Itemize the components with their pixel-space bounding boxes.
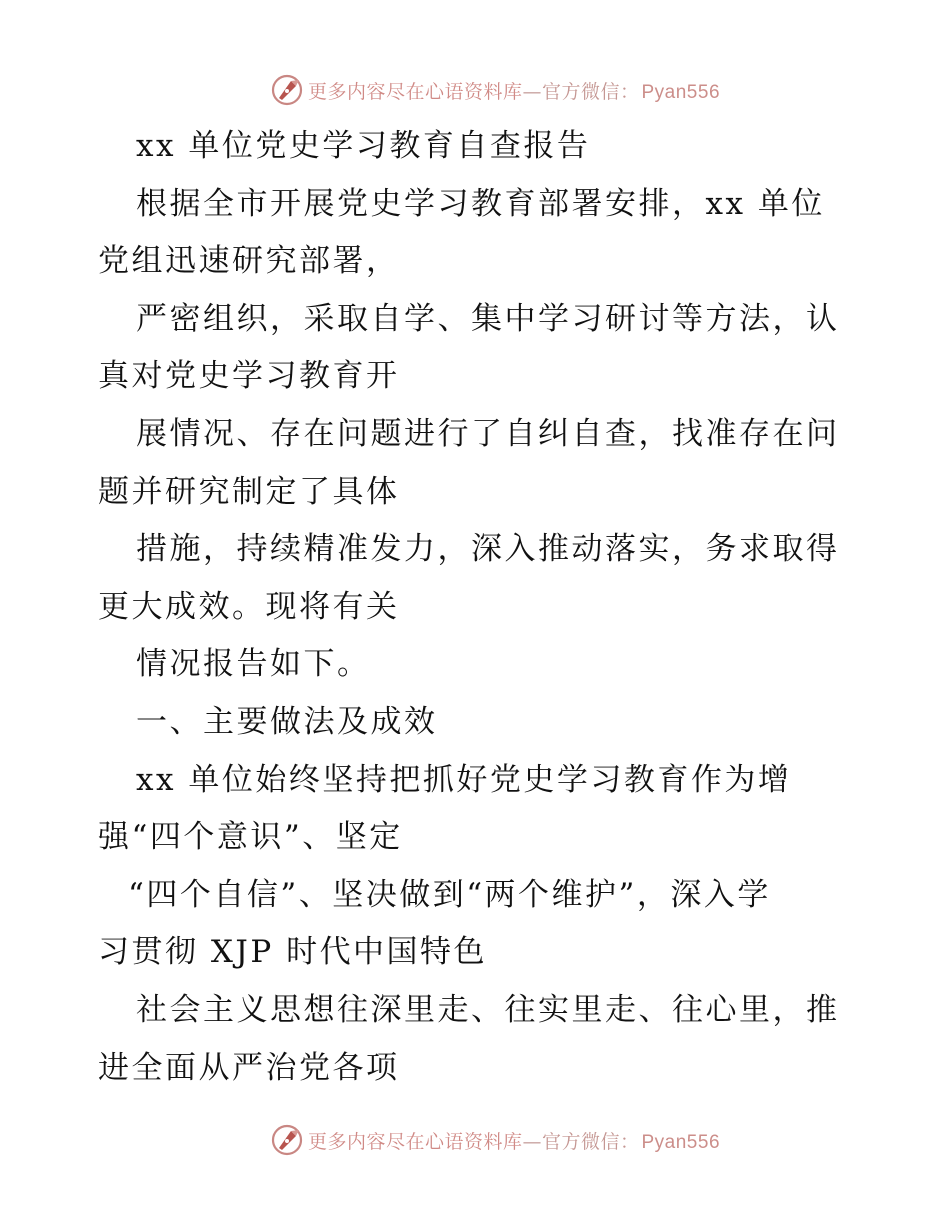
watermark-side: 官方微信：: [541, 80, 640, 103]
watermark-separator: —: [522, 1130, 542, 1153]
watermark-separator: —: [522, 80, 542, 103]
header-watermark: [0, 68, 950, 112]
watermark-text: [308, 1127, 720, 1154]
watermark-main: 更多内容尽在心语资料库: [307, 80, 523, 103]
paragraph-line: xx 单位始终坚持把抓好党史学习教育作为增: [136, 761, 792, 798]
watermark-account: Pyan556: [641, 81, 721, 103]
watermark-text: [308, 77, 720, 104]
watermark-account: Pyan556: [641, 1131, 721, 1153]
paragraph-line: 题并研究制定了具体: [98, 473, 400, 510]
paragraph-line: “四个自信”、坚决做到“两个维护”，深入学: [128, 876, 771, 913]
paragraph-line: 更大成效。现将有关: [98, 588, 400, 625]
paragraph-line: 党组迅速研究部署，: [98, 243, 400, 280]
section-heading: 一、主要做法及成效: [136, 703, 438, 740]
paragraph-line: 情况报告如下。: [136, 646, 371, 683]
paragraph-line: 强“四个意识”、坚定: [98, 819, 403, 856]
watermark-main: 更多内容尽在心语资料库: [307, 1130, 523, 1153]
paragraph-line: 措施，持续精准发力，深入推动落实，务求取得: [136, 531, 840, 568]
paragraph-line: 社会主义思想往深里走、往实里走、往心里，推: [136, 991, 840, 1028]
watermark-group: [270, 73, 720, 107]
watermark-group: [270, 1123, 720, 1157]
paragraph-line: 严密组织，采取自学、集中学习研讨等方法，认: [136, 300, 840, 337]
paragraph-line: 根据全市开展党史学习教育部署安排，xx 单位: [136, 185, 825, 222]
paragraph-line: 习贯彻 XJP 时代中国特色: [98, 934, 488, 971]
pen-nib-icon: [270, 73, 304, 107]
pen-nib-icon: [270, 1123, 304, 1157]
paragraph-line: 进全面从严治党各项: [98, 1049, 400, 1086]
document-body: [98, 118, 858, 1097]
footer-watermark: [0, 1118, 950, 1162]
paragraph-line: 展情况、存在问题进行了自纠自查，找准存在问: [136, 415, 840, 452]
paragraph-line: 真对党史学习教育开: [98, 358, 400, 395]
watermark-side: 官方微信：: [541, 1130, 640, 1153]
document-title: xx 单位党史学习教育自查报告: [136, 128, 591, 164]
